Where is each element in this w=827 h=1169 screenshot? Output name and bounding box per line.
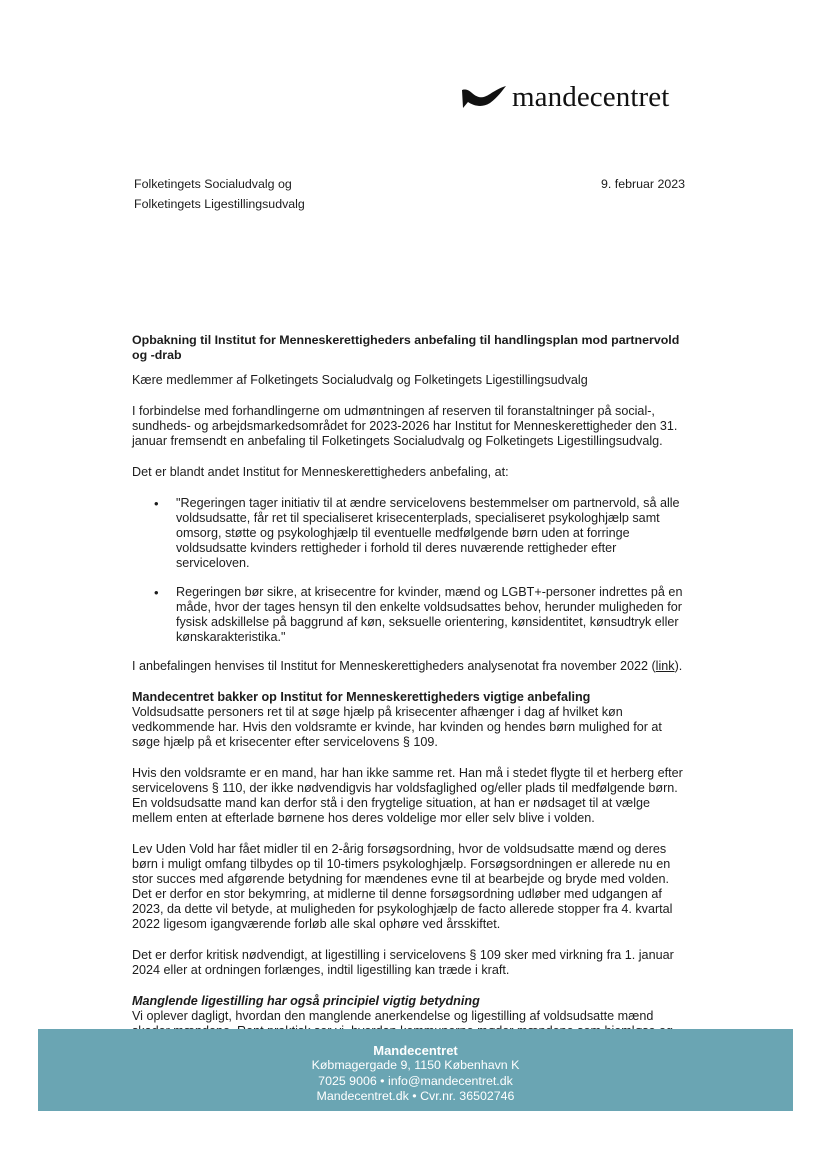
list-intro: Det er blandt andet Institut for Menneskerettigheders anbefaling, at: — [132, 465, 509, 479]
letter-date: 9. februar 2023 — [601, 177, 686, 191]
list-item: • Regeringen bør sikre, at krisecentre for kvinder, mænd og LGBT+-personer indrettes på en måde, hvor der tages hensyn til den enkelte voldsudsattes behov, herunder muligheden for fysisk adskillelse på baggrund af køn, seksuelle orientering, kønsidentitet, kønsudtryk eller kønskarakteristika." — [132, 585, 692, 645]
recipient-line: Folketingets Ligestillingsudvalg — [134, 197, 305, 211]
greeting: Kære medlemmer af Folketingets Socialudvalg og Folketingets Ligestillingsudvalg — [132, 373, 588, 387]
intro-paragraph: I forbindelse med forhandlingerne om udmøntningen af reserven til foranstaltninger på social-, sundheds- og arbejdsmarkedsområdet for 2023-2026 har Institut for Menneskerettigheder den 31. januar fremsendt en anbefaling til Folketingets Socialudvalg og Folketingets Ligestillingsudvalg. — [132, 404, 678, 448]
footer-contact: 7025 9006 • info@mandecentret.dk — [318, 1073, 513, 1088]
paragraph: Vi oplever dagligt, hvordan den manglende anerkendelse og ligestilling af voldsudsatte mænd — [132, 1009, 654, 1023]
paragraph: Det er derfor kritisk nødvendigt, at ligestilling i servicelovens § 109 sker med virkning fra 1. januar 2024 eller at ordningen forlænges, indtil ligestilling kan træde i kraft. — [132, 948, 674, 977]
recipient-line: Folketingets Socialudvalg og — [134, 177, 292, 191]
reference-paragraph — [132, 659, 692, 674]
paragraph: Lev Uden Vold har fået midler til en 2-årig forsøgsordning, hvor de voldsudsatte mænd og deres børn i muligt omfang tilbydes op til 10-timers psykologhjælp. Forsøgsordningen er allerede nu en stor succes med afgørende betydning for mændenes evne til at bearbejde og bryde med volden. Det er derfor en stor bekymring, at midlerne til denne forsøgsordning udløber med udgangen af 2023, da dette vil betyde, at muligheden for psykologhjælp de facto allerede stopper fra 4. kvartal 2022 ligesom igangværende forløb alle skal ophøre ved årsskiftet. — [132, 842, 673, 931]
letter-body — [132, 333, 692, 1055]
footer-band — [38, 1029, 793, 1111]
footer-org: Mandecentret — [373, 1043, 458, 1058]
footer-web: Mandecentret.dk • Cvr.nr. 36502746 — [316, 1089, 515, 1104]
paragraph: Hvis den voldsramte er en mand, har han ikke samme ret. Han må i stedet flygte til et herberg efter servicelovens § 110, der ikke nødvendigvis har voldsfaglighed og/eller plads til medfølgende børn. En voldsudsatte mand kan derfor stå i den frygtelige situation, at han er nødsaget til at vælge mellem enten at efterlade børnene hos deres voldelige mor eller selv blive i volden. — [132, 766, 683, 825]
brand-mark-icon — [460, 84, 508, 110]
recommendation-list — [132, 496, 692, 645]
reference-text: I anbefalingen henvises til Institut for Menneskerettigheders analysenotat fra november 2022 ( — [132, 659, 656, 673]
letter-title: Opbakning til Institut for Menneskerettigheders anbefaling til handlingsplan mod partnervold og -drab — [132, 333, 680, 362]
footer-address: Købmagergade 9, 1150 København K — [311, 1058, 520, 1073]
section-heading: Mandecentret bakker op Institut for Menneskerettigheders vigtige anbefaling — [132, 690, 591, 704]
list-item: • "Regeringen tager initiativ til at ændre servicelovens bestemmelser om partnervold, så alle voldsudsatte, får ret til specialiseret krisecenterplads, specialiseret psykologhjælp samt omsorg, støtte og psykologhjælp til eventuelle medfølgende børn uden at forringe voldsudsatte kvinders rettigheder i forhold til deres nuværende rettigheder efter serviceloven. — [132, 496, 692, 571]
brand-name: mandecentret — [512, 81, 670, 113]
recipient-block — [134, 174, 305, 214]
reference-end: ). — [674, 659, 683, 673]
analysis-link[interactable]: link — [655, 659, 675, 673]
paragraph: Voldsudsatte personers ret til at søge hjælp på krisecenter afhænger i dag af hvilket køn vedkommende har. Hvis den voldsramte er kvinde, har kvinden og hendes børn mulighed for at søge hjælp på et krisecenter efter servicelovens § 109. — [132, 705, 662, 749]
section-heading: Manglende ligestilling har også principiel vigtig betydning — [132, 994, 480, 1008]
brand-logo — [460, 82, 669, 112]
